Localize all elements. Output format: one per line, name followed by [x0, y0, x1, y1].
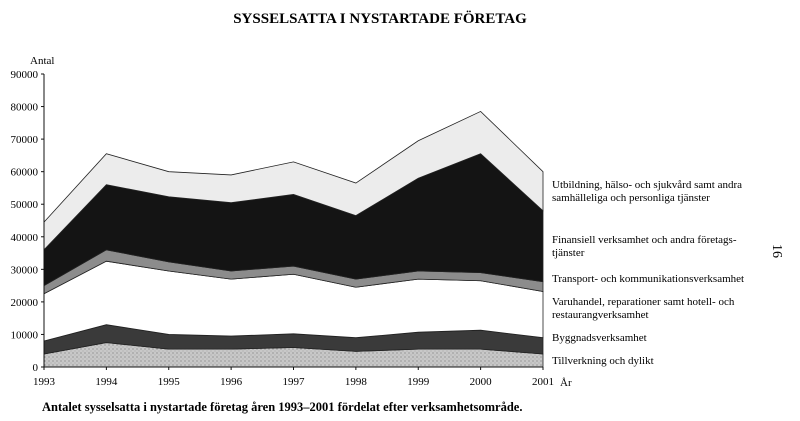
- legend-entry: restaurangverksamhet: [552, 308, 649, 321]
- legend-entry: Utbildning, hälso- och sjukvård samt andra: [552, 179, 743, 192]
- y-tick-label: 20000: [10, 296, 38, 309]
- page-number: 16: [769, 244, 784, 258]
- y-tick-label: 40000: [10, 231, 38, 244]
- x-tick-label: 1996: [220, 376, 243, 388]
- chart-title: SYSSELSATTA I NYSTARTADE FÖRETAG: [233, 11, 527, 27]
- x-tick-label: 1994: [95, 376, 118, 388]
- x-tick-label: 1998: [344, 376, 367, 388]
- x-tick-label: 1999: [407, 376, 430, 388]
- x-tick-label: 1997: [282, 376, 305, 388]
- y-tick-label: 50000: [10, 199, 38, 212]
- x-tick-label: 1995: [157, 376, 180, 388]
- y-tick-label: 0: [32, 362, 38, 374]
- legend-entry: tjänster: [552, 247, 585, 260]
- chart-caption: Antalet sysselsatta i nystartade företag åren 1993–2001 fördelat efter verksamhetsområde.: [42, 400, 523, 414]
- legend: [552, 179, 744, 367]
- legend-entry: Finansiell verksamhet och andra företags-: [552, 234, 737, 247]
- x-tick-label: 2001: [532, 376, 554, 388]
- y-tick-label: 90000: [10, 69, 38, 81]
- legend-entry: Transport- och kommunikationsverksamhet: [552, 272, 745, 285]
- legend-entry: Varuhandel, reparationer samt hotell- och: [552, 295, 735, 308]
- y-tick-label: 70000: [10, 134, 38, 147]
- y-tick-label: 10000: [10, 329, 38, 342]
- x-tick-label: 2000: [469, 376, 492, 388]
- y-axis-label: Antal: [30, 55, 55, 67]
- legend-entry: samhälleliga och personliga tjänster: [552, 192, 710, 205]
- y-tick-label: 60000: [10, 166, 38, 179]
- area-layers: [44, 111, 543, 367]
- y-tick-label: 80000: [10, 101, 38, 114]
- legend-entry: Byggnadsverksamhet: [552, 331, 647, 344]
- legend-entry: Tillverkning och dylikt: [552, 354, 654, 367]
- x-axis-label: År: [560, 377, 572, 389]
- x-tick-label: 1993: [33, 376, 55, 388]
- y-tick-label: 30000: [10, 264, 38, 277]
